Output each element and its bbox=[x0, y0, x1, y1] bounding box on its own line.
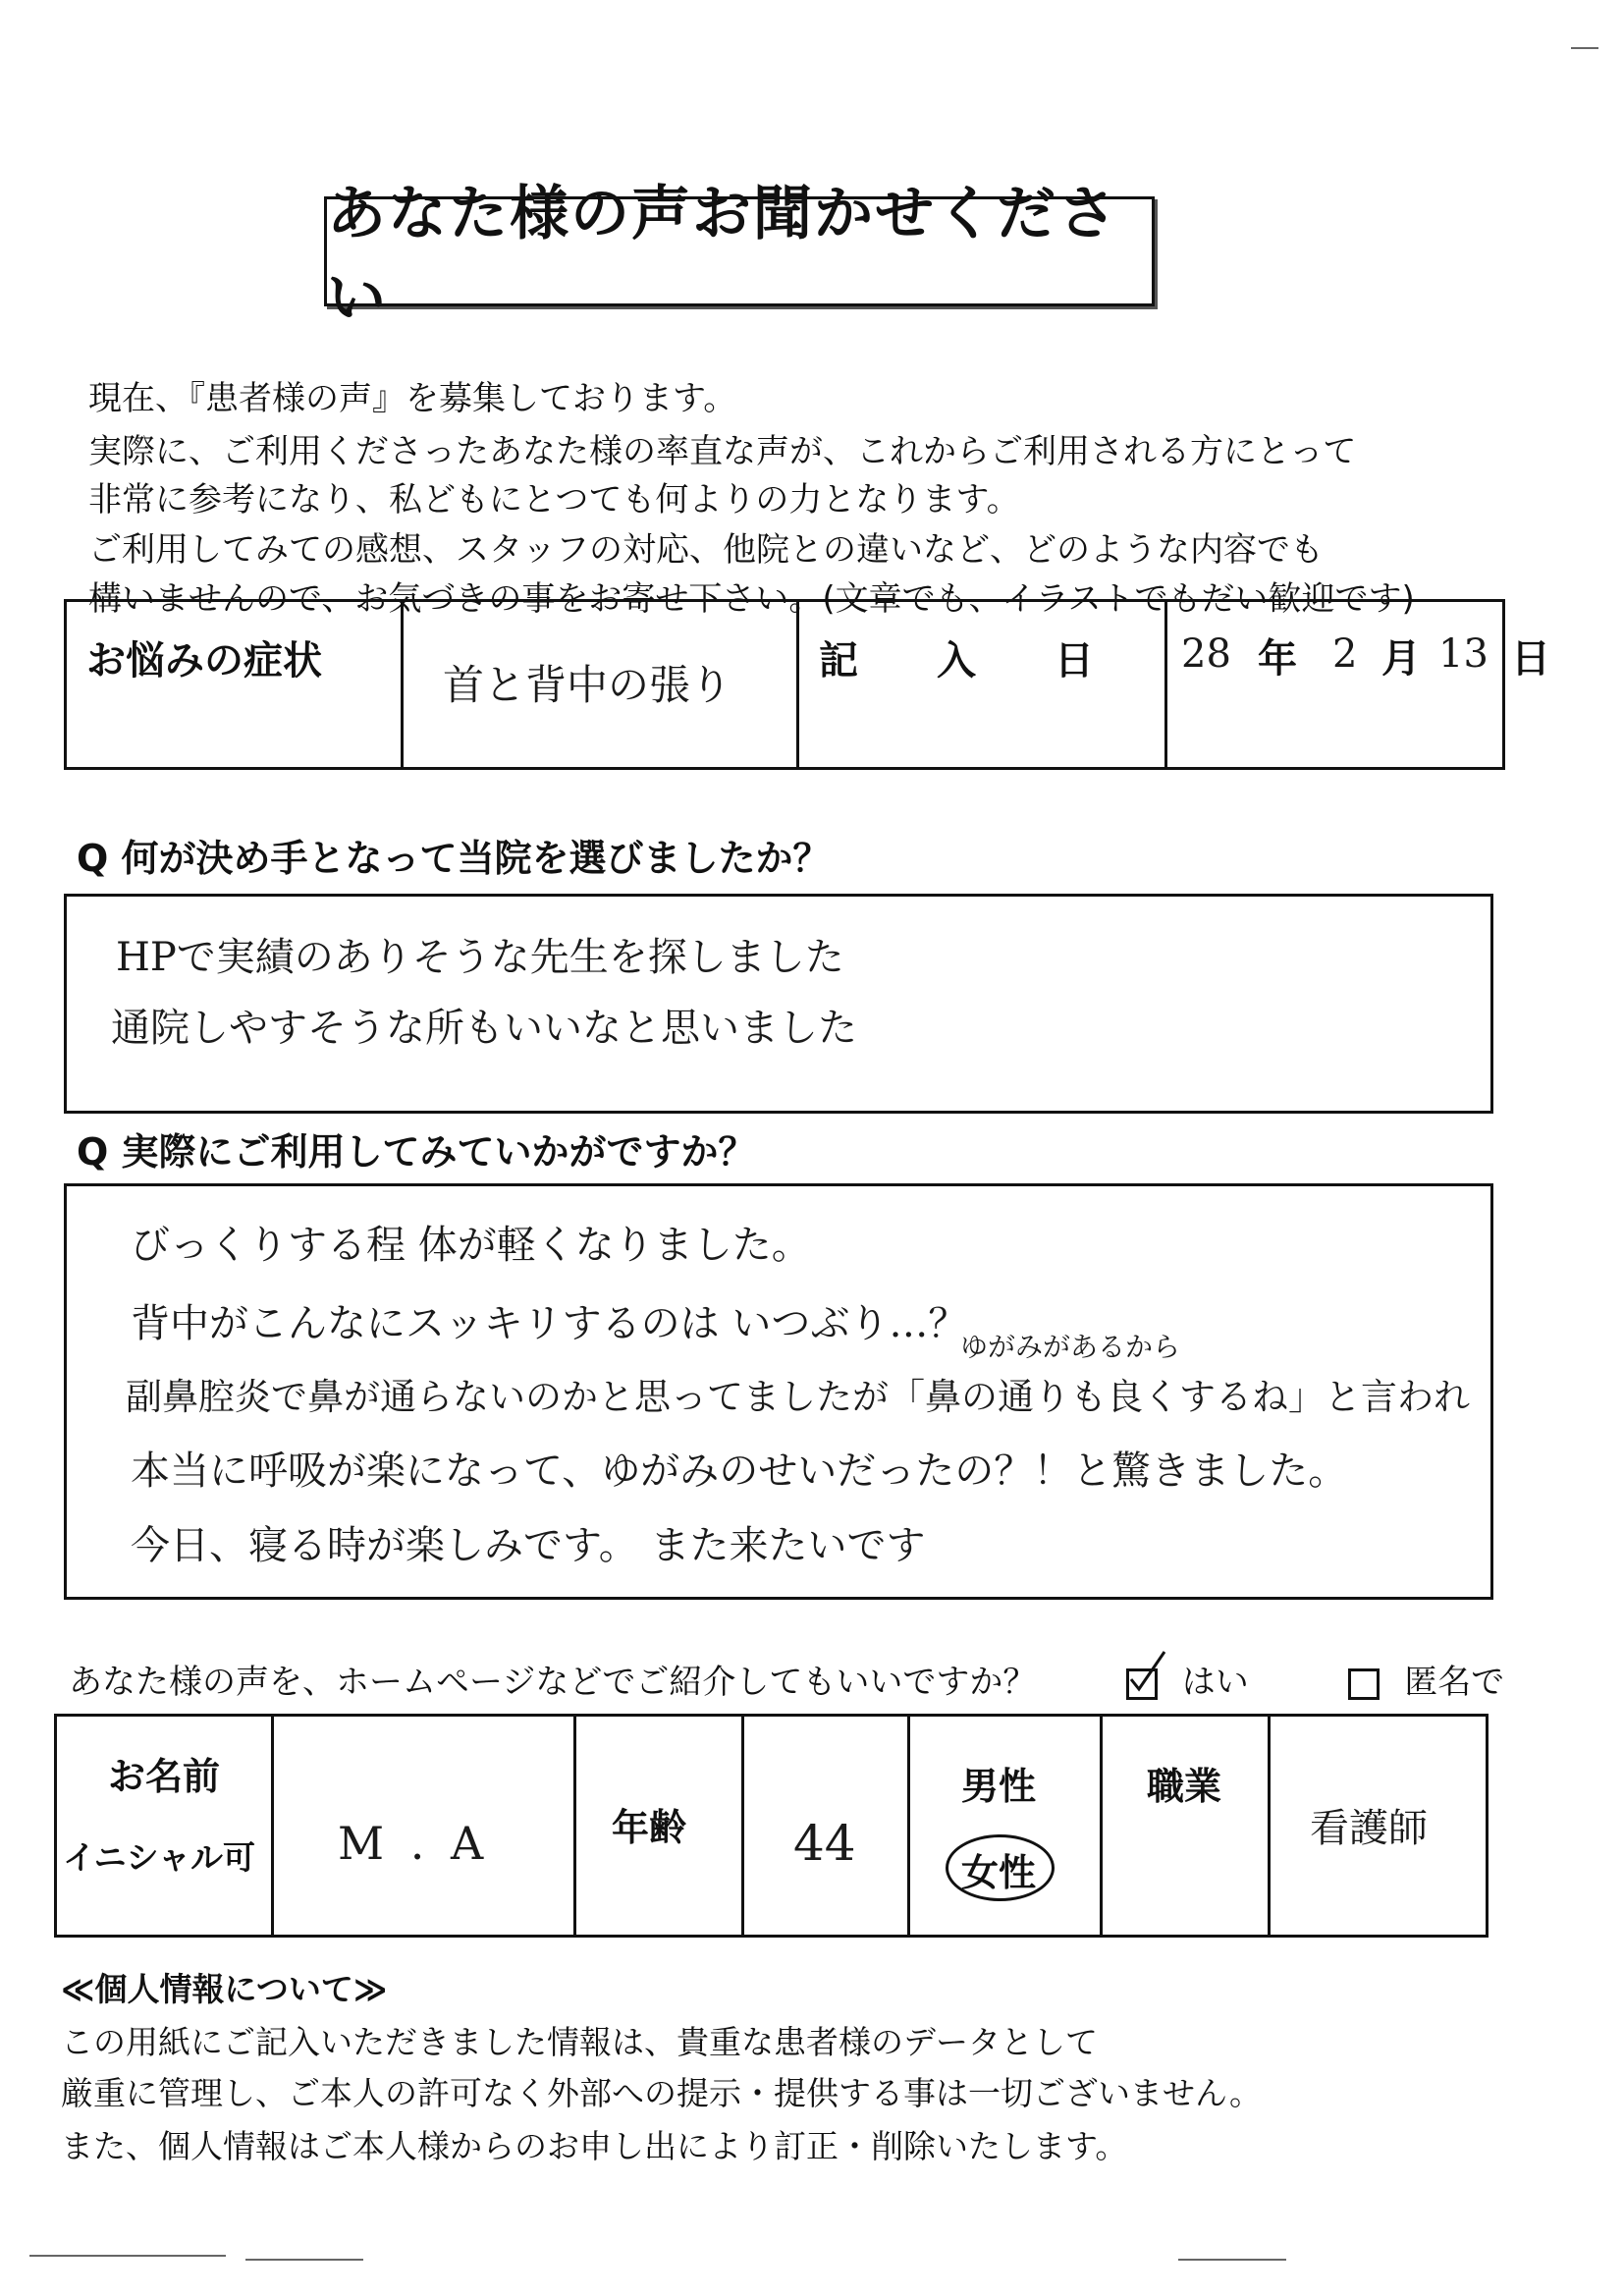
job-value-cell[interactable] bbox=[1271, 1717, 1486, 1935]
scan-mark-bottom bbox=[29, 2255, 226, 2257]
answer-2-line: 背中がこんなにスッキリするのは いつぶり…？ bbox=[131, 1301, 968, 1346]
privacy-line: また、個人情報はご本人様からのお申し出により訂正・削除いたします。 bbox=[61, 2127, 1128, 2165]
intro-line: 構いませんので、お気づきの事をお寄せ下さい。(文章でも、イラストでもだい歓迎です) bbox=[88, 579, 1415, 619]
name-sub-label: イニシャル可 bbox=[63, 1838, 256, 1877]
symptom-table bbox=[64, 599, 1550, 770]
name-label-cell bbox=[57, 1717, 274, 1935]
consent-yes-label: はい bbox=[1181, 1663, 1249, 1702]
date-label: 記 入 日 bbox=[819, 638, 1094, 683]
answer-2-line: 今日、寝る時が楽しみです。 また来たいです bbox=[131, 1523, 926, 1568]
age-label-cell bbox=[576, 1717, 744, 1935]
intro-line: ご利用してみての感想、スタッフの対応、他院との違いなど、どのような内容でも bbox=[88, 530, 1324, 570]
answer-2-line: 本当に呼吸が楽になって、ゆがみのせいだったの？！と驚きました。 bbox=[131, 1449, 1348, 1494]
scan-mark-bottom bbox=[245, 2259, 363, 2261]
date-label-cell bbox=[799, 602, 1167, 767]
name-value-cell[interactable] bbox=[274, 1717, 576, 1935]
privacy-line: 厳重に管理し、ご本人の許可なく外部への提示・提供する事は一切ございません。 bbox=[61, 2074, 1262, 2112]
privacy-heading: ≪個人情報について≫ bbox=[61, 1970, 388, 2008]
page-title: あなた様の声お聞かせください bbox=[324, 196, 1155, 306]
symptom-value-cell[interactable] bbox=[404, 602, 799, 767]
consent-anon-label: 匿名で bbox=[1404, 1663, 1505, 1702]
answer-1-line: 通院しやすそうな所もいいなと思いました bbox=[111, 1006, 857, 1051]
gender-cell[interactable] bbox=[910, 1717, 1103, 1935]
answer-1-box[interactable] bbox=[64, 894, 1493, 1114]
answer-1-line: HPで実績のありそうな先生を探しました bbox=[116, 935, 844, 980]
scan-mark-top bbox=[1571, 47, 1598, 49]
check-mark-icon bbox=[1125, 1650, 1168, 1693]
intro-line: 現在、『患者様の声』を募集しております。 bbox=[88, 379, 737, 418]
date-day-unit: 日 bbox=[1511, 636, 1550, 682]
consent-question: あなた様の声を、ホームページなどでご紹介してもいいですか？ bbox=[69, 1663, 1037, 1702]
job-label: 職業 bbox=[1147, 1765, 1222, 1808]
symptom-value: 首と背中の張り bbox=[443, 661, 732, 709]
consent-row bbox=[69, 1655, 1504, 1703]
personal-info-table bbox=[54, 1714, 1489, 1938]
date-value-cell[interactable] bbox=[1167, 602, 1550, 767]
age-value-cell[interactable] bbox=[744, 1717, 910, 1935]
job-label-cell bbox=[1103, 1717, 1271, 1935]
date-year-unit: 年 bbox=[1258, 636, 1297, 682]
date-era: 28 bbox=[1181, 631, 1231, 677]
age-label: 年齢 bbox=[612, 1806, 687, 1849]
male-option[interactable]: 男性 bbox=[961, 1765, 1037, 1808]
symptom-label-cell bbox=[67, 602, 404, 767]
consent-anon-checkbox[interactable] bbox=[1348, 1668, 1380, 1700]
name-label: お名前 bbox=[108, 1755, 221, 1798]
date-month-unit: 月 bbox=[1381, 636, 1421, 682]
answer-2-box[interactable] bbox=[64, 1183, 1493, 1600]
age-value: 44 bbox=[793, 1815, 856, 1872]
date-month: 2 bbox=[1332, 631, 1358, 677]
question-1: Q 何が決め手となって当院を選びましたか？ bbox=[77, 837, 831, 880]
female-option[interactable]: 女性 bbox=[961, 1851, 1037, 1894]
name-value: M . A bbox=[338, 1817, 490, 1870]
answer-2-annotation: ゆがみがあるから bbox=[960, 1331, 1181, 1363]
symptom-label: お悩みの症状 bbox=[86, 638, 322, 683]
job-value: 看護師 bbox=[1310, 1806, 1428, 1851]
scan-mark-bottom bbox=[1178, 2259, 1286, 2261]
question-2: Q 実際にご利用してみていかがですか？ bbox=[77, 1130, 756, 1174]
date-day: 13 bbox=[1438, 631, 1489, 677]
intro-line: 非常に参考になり、私どもにとつても何よりの力となります。 bbox=[88, 480, 1020, 519]
answer-2-line: 副鼻腔炎で鼻が通らないのかと思ってましたが「鼻の通りも良くするね」と言われ bbox=[126, 1376, 1470, 1418]
privacy-line: この用紙にご記入いただきました情報は、貴重な患者様のデータとして bbox=[61, 2023, 1098, 2061]
intro-line: 実際に、ご利用くださったあなた様の率直な声が、これからご利用される方にとって bbox=[88, 432, 1357, 471]
answer-2-line: びっくりする程 体が軽くなりました。 bbox=[131, 1223, 811, 1268]
consent-yes-checkbox[interactable] bbox=[1126, 1668, 1158, 1700]
